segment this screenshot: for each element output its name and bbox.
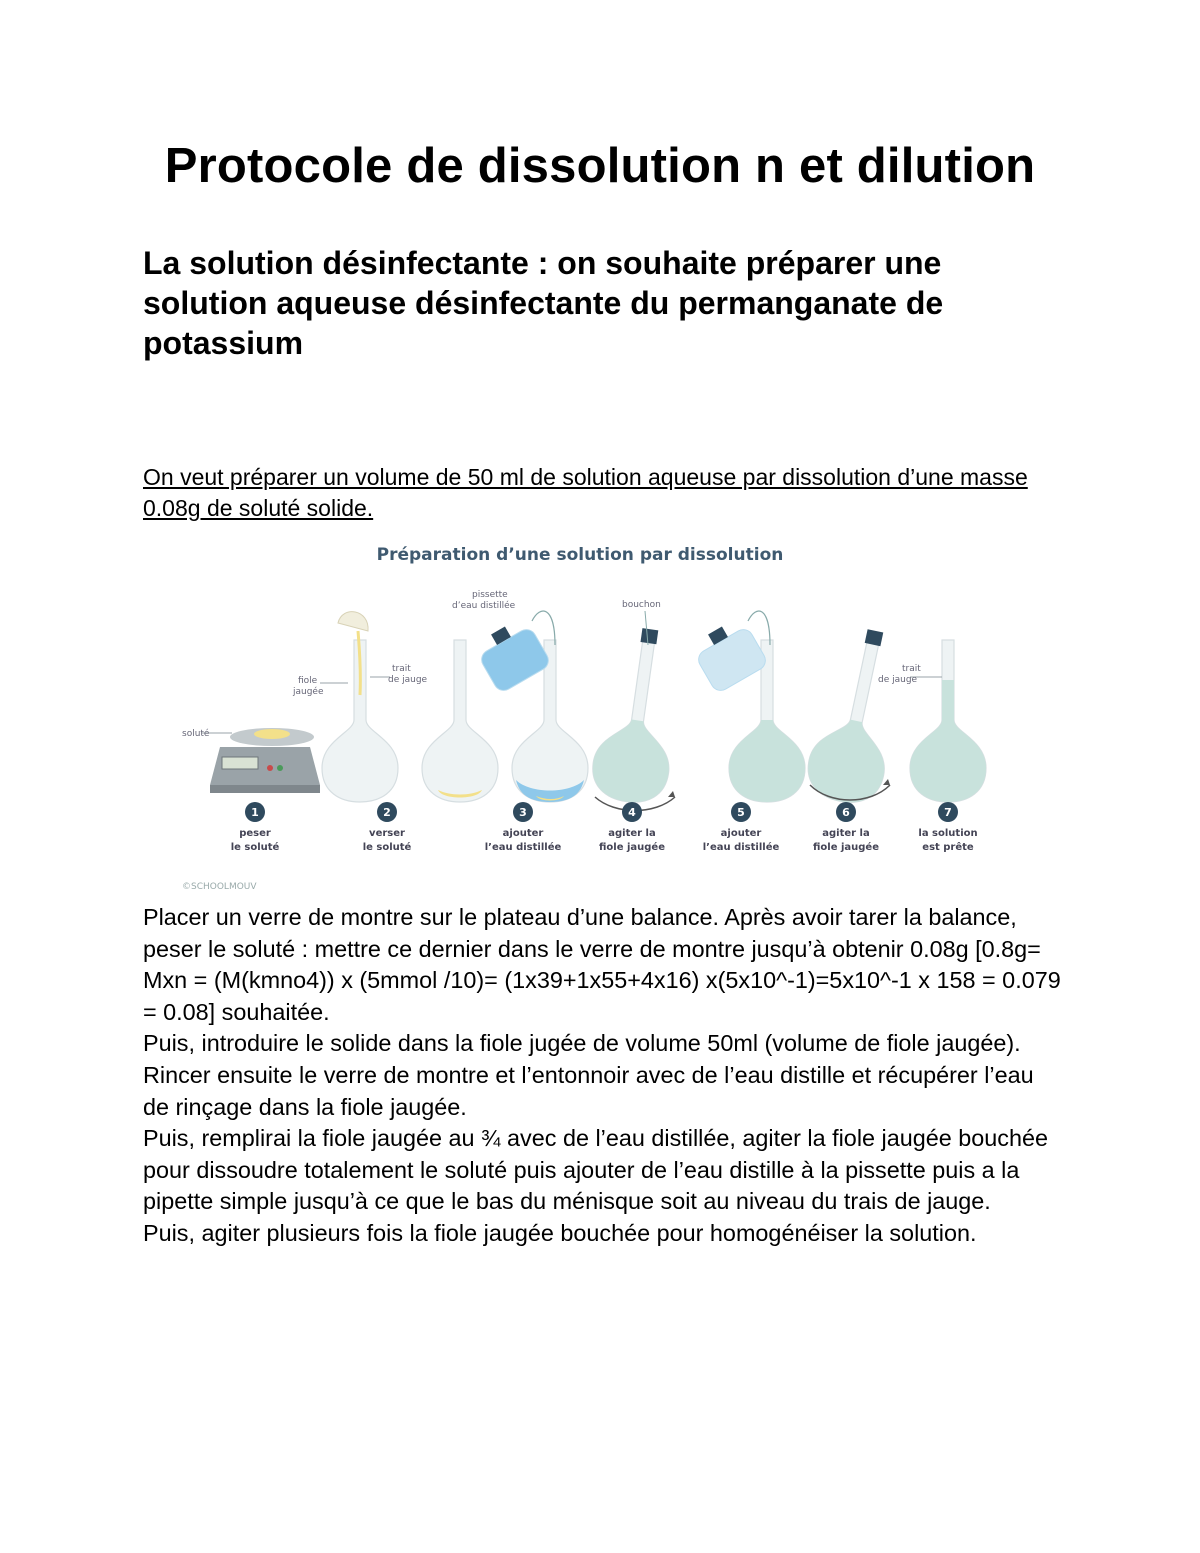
label-pissette-2: d’eau distillée bbox=[452, 601, 516, 611]
step-2-label-2: le soluté bbox=[362, 842, 412, 853]
step-4 bbox=[599, 802, 665, 853]
label-trait-1b: de jauge bbox=[388, 675, 428, 685]
label-solute: soluté bbox=[182, 729, 210, 739]
step-1 bbox=[231, 802, 280, 853]
step-4-number: 4 bbox=[628, 806, 636, 819]
label-trait-1a: trait bbox=[392, 664, 411, 674]
step-7-label-2: est prête bbox=[922, 842, 974, 853]
step-3-label-1: ajouter bbox=[502, 828, 544, 839]
subtitle: La solution désinfectante : on souhaite préparer une solution aqueuse désinfectante du permanganate de potassium bbox=[143, 245, 944, 361]
step-3-number: 3 bbox=[519, 806, 527, 819]
step-6-label-2: fiole jaugée bbox=[813, 842, 879, 853]
intro-statement: On veut préparer un volume de 50 ml de solution aqueuse par dissolution d’une masse 0.08g de soluté solide. bbox=[143, 464, 1028, 521]
figure-title: Préparation d’une solution par dissolution bbox=[376, 545, 784, 565]
label-pissette-1: pissette bbox=[472, 590, 508, 600]
paragraph-fill: Puis, remplirai la fiole jaugée au ¾ avec de l’eau distillée, agiter la fiole jaugée bouchée pour dissoudre totalement le soluté puis ajouter de l’eau distille à la pissette puis a la pipette simple jusqu’à ce que le bas du ménisque soit au niveau du trais de jauge. bbox=[143, 1125, 1049, 1215]
paragraph-rinse: Rincer ensuite le verre de montre et l’entonnoir avec de l’eau distille et récupérer l’eau de rinçage dans la fiole jaugée. bbox=[143, 1061, 1034, 1120]
step-5-label-2: l’eau distillée bbox=[702, 842, 780, 853]
step-1-label-2: le soluté bbox=[230, 842, 280, 853]
watch-glass-pouring bbox=[338, 612, 368, 631]
step-5 bbox=[703, 802, 780, 853]
step-4-label-2: fiole jaugée bbox=[599, 842, 665, 853]
flask-step7 bbox=[910, 640, 986, 802]
step-6-number: 6 bbox=[842, 806, 850, 819]
label-trait-2b: de jauge bbox=[878, 675, 918, 685]
balance-illustration bbox=[210, 728, 320, 793]
step-2-number: 2 bbox=[383, 806, 391, 819]
label-trait-2a: trait bbox=[902, 664, 921, 674]
step-1-label-1: peser bbox=[239, 828, 271, 839]
protocol-body bbox=[143, 902, 1063, 1250]
pissette-step3 bbox=[472, 616, 552, 694]
step-5-label-1: ajouter bbox=[720, 828, 762, 839]
label-fiole-2: jaugée bbox=[293, 687, 324, 697]
label-bouchon: bouchon bbox=[622, 600, 661, 610]
label-fiole-1: fiole bbox=[298, 676, 318, 686]
page-title: Protocole de dissolution n et dilution bbox=[164, 139, 1036, 193]
step-7-number: 7 bbox=[944, 806, 952, 819]
paragraph-weigh: Placer un verre de montre sur le plateau d’une balance. Après avoir tarer la balance, peser le soluté : mettre ce dernier dans le verre de montre jusqu’à obtenir 0.08g [0.8g= Mxn = (M(kmno4)) x (5mmol /10)= (1x39+1x55+4x16) x(5x10^-1)=5x10^-1 x 158 = 0.079 = 0.08] souhaitée. bbox=[143, 904, 1061, 1025]
pissette-step5 bbox=[689, 616, 769, 694]
flask-step4 bbox=[589, 624, 688, 807]
step-6-label-1: agiter la bbox=[822, 828, 870, 839]
step-1-number: 1 bbox=[251, 806, 259, 819]
step-7 bbox=[918, 802, 977, 853]
paragraph-introduce: Puis, introduire le solide dans la fiole jugée de volume 50ml (volume de fiole jaugée). bbox=[143, 1030, 1021, 1057]
figure-credit: ©SCHOOLMOUV bbox=[182, 882, 257, 892]
paragraph-homogenize: Puis, agiter plusieurs fois la fiole jaugée bouchée pour homogénéiser la solution. bbox=[143, 1219, 977, 1246]
step-3-label-2: l’eau distillée bbox=[484, 842, 562, 853]
step-7-label-1: la solution bbox=[918, 828, 978, 839]
step-6 bbox=[813, 802, 879, 853]
step-5-number: 5 bbox=[737, 806, 745, 819]
dissolution-diagram bbox=[170, 535, 1000, 900]
step-3 bbox=[485, 802, 562, 853]
step-2 bbox=[363, 802, 412, 853]
step-2-label-1: verser bbox=[369, 828, 405, 839]
step-4-label-1: agiter la bbox=[608, 828, 656, 839]
flask-step6 bbox=[802, 623, 913, 809]
